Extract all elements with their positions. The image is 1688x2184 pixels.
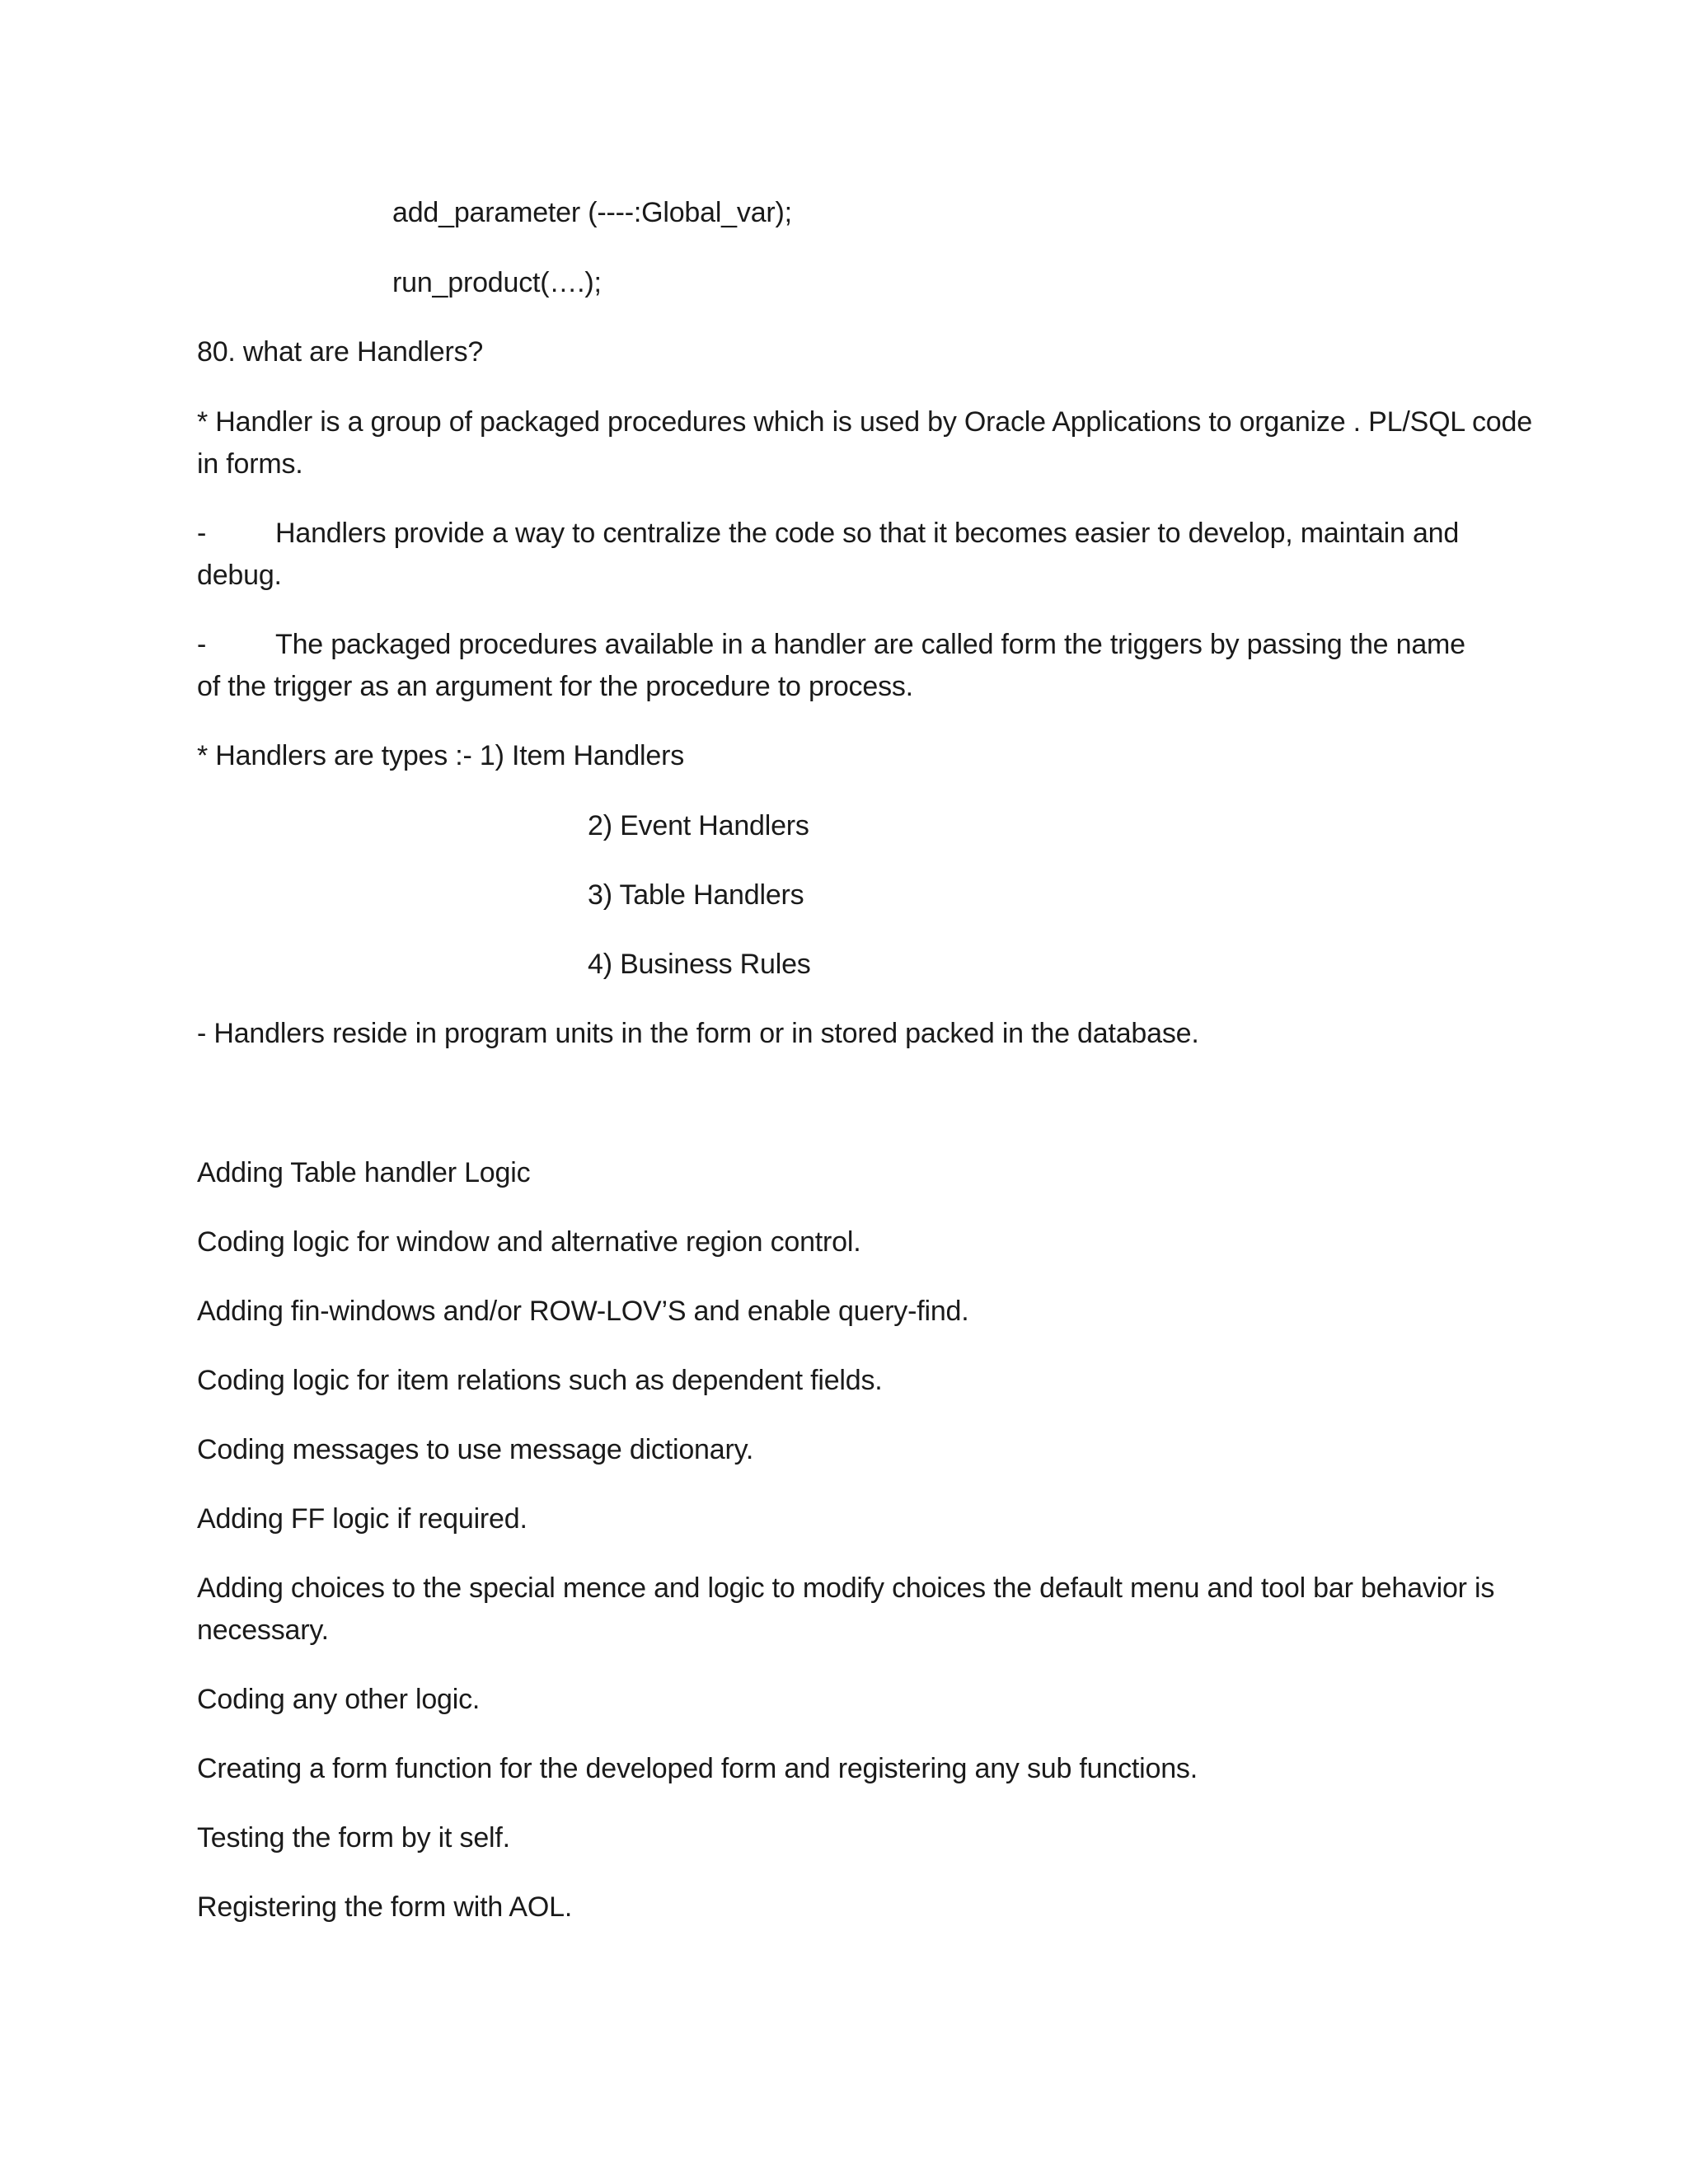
- bullet-dash: -: [197, 629, 207, 660]
- step-item: Registering the form with AOL.: [197, 1891, 573, 1923]
- step-item: Coding logic for window and alternative region control.: [197, 1226, 861, 1258]
- step-item: Testing the form by it self.: [197, 1822, 510, 1854]
- bullet-text: The packaged procedures available in a handler are called form the triggers by passing the name: [275, 629, 1465, 660]
- bullet-text: Handlers provide a way to centralize the code so that it becomes easier to develop, maintain and: [275, 518, 1460, 549]
- code-line-add-parameter: add_parameter (----:Global_var);: [392, 197, 792, 228]
- bullet-dash: -: [197, 518, 207, 549]
- question-heading: 80. what are Handlers?: [197, 336, 484, 368]
- handler-types-label: * Handlers are types :- 1) Item Handlers: [197, 740, 685, 771]
- handlers-reside-note: - Handlers reside in program units in the form or in stored packed in the database.: [197, 1018, 1199, 1049]
- step-item: Adding fin-windows and/or ROW-LOV’S and enable query-find.: [197, 1296, 969, 1327]
- bullet-item-2: [197, 624, 1465, 665]
- step-item: Adding Table handler Logic: [197, 1157, 531, 1188]
- handler-type-event: 2) Event Handlers: [588, 810, 809, 841]
- step-item: Coding logic for item relations such as dependent fields.: [197, 1365, 883, 1396]
- step-item: Creating a form function for the developed form and registering any sub functions.: [197, 1753, 1198, 1784]
- step-item: Coding any other logic.: [197, 1684, 481, 1715]
- bullet-item-1-continuation: debug.: [197, 560, 282, 591]
- handler-type-business-rules: 4) Business Rules: [588, 949, 811, 980]
- code-line-run-product: run_product(….);: [392, 267, 602, 298]
- step-item: Adding choices to the special mence and logic to modify choices the default menu and tool bar behavior is necessary.: [197, 1572, 1495, 1646]
- bullet-item-1: [197, 513, 1459, 554]
- handler-definition: * Handler is a group of packaged procedures which is used by Oracle Applications to organize . PL/SQL code in forms.: [197, 406, 1532, 480]
- step-item: Coding messages to use message dictionary.: [197, 1434, 754, 1465]
- bullet-item-2-continuation: of the trigger as an argument for the procedure to process.: [197, 671, 913, 702]
- step-item: Adding FF logic if required.: [197, 1503, 528, 1535]
- handler-type-table: 3) Table Handlers: [588, 879, 804, 911]
